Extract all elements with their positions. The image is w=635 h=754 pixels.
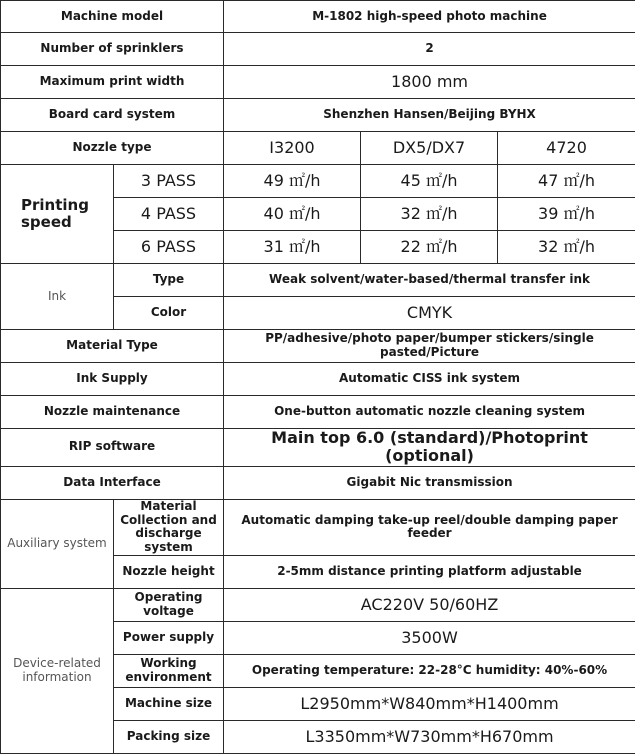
pass-label: 4 PASS xyxy=(114,198,224,231)
nozzle-maintenance-value: One-button automatic nozzle cleaning system xyxy=(224,396,635,429)
row-ink-type xyxy=(1,264,635,297)
rip-software-value: Main top 6.0 (standard)/Photoprint (optional) xyxy=(224,429,635,467)
material-type-label: Material Type xyxy=(1,330,224,363)
speed-cell: 47 ㎡/h xyxy=(498,165,635,198)
speed-cell: 40 ㎡/h xyxy=(224,198,361,231)
machine-model-value: M-1802 high-speed photo machine xyxy=(224,1,635,33)
row-sprinklers xyxy=(1,33,635,66)
row-ink-supply xyxy=(1,363,635,396)
row-board-card xyxy=(1,99,635,132)
ink-label: Ink xyxy=(1,264,114,330)
rip-software-label: RIP software xyxy=(1,429,224,467)
machine-size-value: L2950mm*W840mm*H1400mm xyxy=(224,687,635,720)
row-aux-collection xyxy=(1,499,635,555)
speed-cell: 22 ㎡/h xyxy=(361,231,498,264)
row-print-width xyxy=(1,66,635,99)
ink-supply-value: Automatic CISS ink system xyxy=(224,363,635,396)
pass-label: 3 PASS xyxy=(114,165,224,198)
machine-size-label: Machine size xyxy=(114,687,224,720)
packing-size-label: Packing size xyxy=(114,720,224,753)
device-info-label: Device-related information xyxy=(1,588,114,753)
ink-type-label: Type xyxy=(114,264,224,297)
sprinklers-label: Number of sprinklers xyxy=(1,33,224,66)
print-width-value: 1800 mm xyxy=(224,66,635,99)
ink-color-value: CMYK xyxy=(224,297,635,330)
row-nozzle-maintenance xyxy=(1,396,635,429)
nozzle-maintenance-label: Nozzle maintenance xyxy=(1,396,224,429)
data-interface-value: Gigabit Nic transmission xyxy=(224,466,635,499)
auxiliary-system-label: Auxiliary system xyxy=(1,499,114,588)
data-interface-label: Data Interface xyxy=(1,466,224,499)
collection-value: Automatic damping take-up reel/double damping paper feeder xyxy=(224,499,635,555)
row-nozzle-type xyxy=(1,132,635,165)
row-speed-3pass xyxy=(1,165,635,198)
nozzle-type-i3200: I3200 xyxy=(224,132,361,165)
speed-cell: 32 ㎡/h xyxy=(361,198,498,231)
collection-label: Material Collection and discharge system xyxy=(114,499,224,555)
sprinklers-value: 2 xyxy=(224,33,635,66)
voltage-value: AC220V 50/60HZ xyxy=(224,588,635,621)
row-rip-software xyxy=(1,429,635,467)
speed-cell: 49 ㎡/h xyxy=(224,165,361,198)
board-card-label: Board card system xyxy=(1,99,224,132)
speed-cell: 39 ㎡/h xyxy=(498,198,635,231)
speed-cell: 31 ㎡/h xyxy=(224,231,361,264)
nozzle-height-value: 2-5mm distance printing platform adjustable xyxy=(224,555,635,588)
ink-supply-label: Ink Supply xyxy=(1,363,224,396)
row-voltage xyxy=(1,588,635,621)
print-width-label: Maximum print width xyxy=(1,66,224,99)
ink-color-label: Color xyxy=(114,297,224,330)
environment-value: Operating temperature: 22-28°C humidity: 40%-60% xyxy=(224,654,635,687)
nozzle-type-dx5: DX5/DX7 xyxy=(361,132,498,165)
packing-size-value: L3350mm*W730mm*H670mm xyxy=(224,720,635,753)
speed-cell: 32 ㎡/h xyxy=(498,231,635,264)
row-material-type xyxy=(1,330,635,363)
row-data-interface xyxy=(1,466,635,499)
pass-label: 6 PASS xyxy=(114,231,224,264)
board-card-value: Shenzhen Hansen/Beijing BYHX xyxy=(224,99,635,132)
material-type-value: PP/adhesive/photo paper/bumper stickers/single pasted/Picture xyxy=(224,330,635,363)
machine-model-label: Machine model xyxy=(1,1,224,33)
printing-speed-label: Printing speed xyxy=(1,165,114,264)
nozzle-height-label: Nozzle height xyxy=(114,555,224,588)
ink-type-value: Weak solvent/water-based/thermal transfer ink xyxy=(224,264,635,297)
nozzle-type-4720: 4720 xyxy=(498,132,635,165)
row-machine-model xyxy=(1,1,635,33)
power-value: 3500W xyxy=(224,621,635,654)
voltage-label: Operating voltage xyxy=(114,588,224,621)
speed-cell: 45 ㎡/h xyxy=(361,165,498,198)
environment-label: Working environment xyxy=(114,654,224,687)
nozzle-type-label: Nozzle type xyxy=(1,132,224,165)
power-label: Power supply xyxy=(114,621,224,654)
